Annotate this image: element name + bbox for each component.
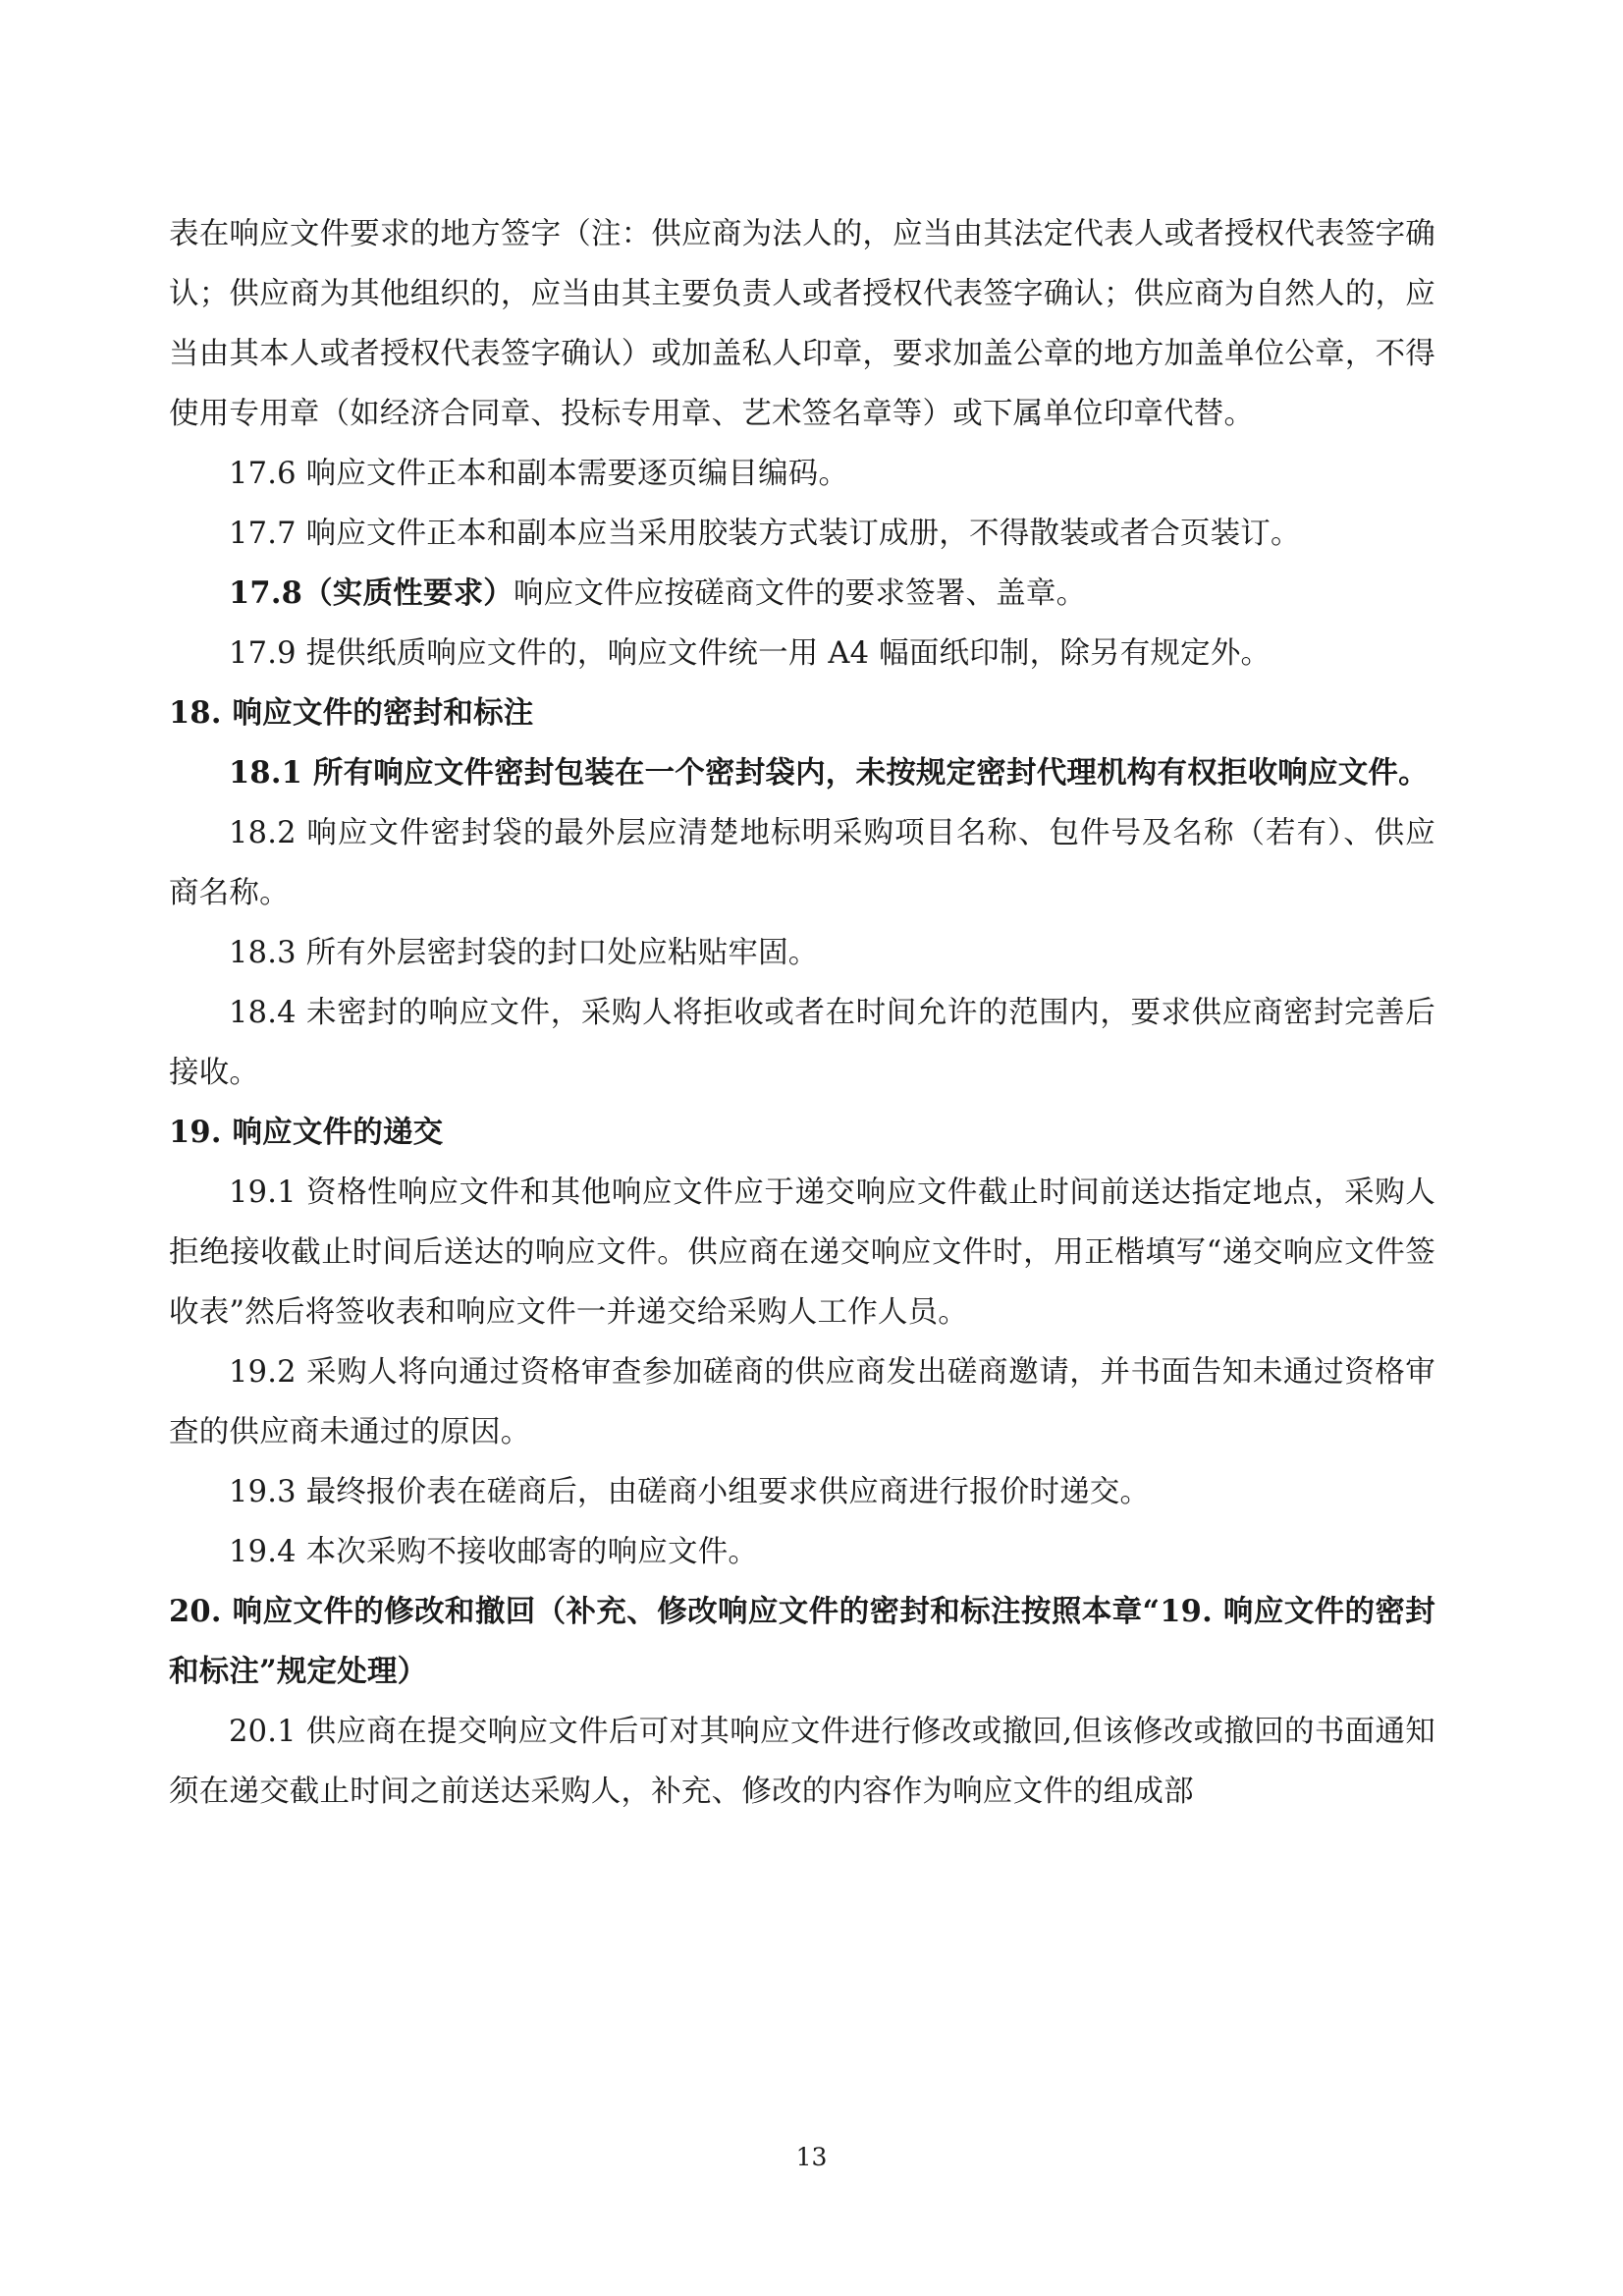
paragraph-18-3: 18.3 所有外层密封袋的封口处应粘贴牢固。: [229, 936, 819, 970]
paragraph-17-7: 17.7 响应文件正本和副本应当采用胶装方式装订成册，不得散装或者合页装订。: [229, 517, 1301, 551]
paragraph-19-3: 19.3 最终报价表在磋商后，由磋商小组要求供应商进行报价时递交。: [229, 1475, 1151, 1509]
paragraph-17-8-prefix: 17.8（实质性要求）: [229, 575, 514, 611]
document-body: [169, 204, 1435, 1822]
paragraph-17-6: 17.6 响应文件正本和副本需要逐页编目编码。: [229, 457, 849, 491]
paragraph-18-2: 18.2 响应文件密封袋的最外层应清楚地标明采购项目名称、包件号及名称（若有）、供应商名称。: [169, 816, 1435, 910]
paragraph-18-4: 18.4 未密封的响应文件，采购人将拒收或者在时间允许的范围内，要求供应商密封完善后接收。: [169, 996, 1435, 1090]
paragraph-20-1: 20.1 供应商在提交响应文件后可对其响应文件进行修改或撤回,但该修改或撤回的书面通知须在递交截止时间之前送达采购人，补充、修改的内容作为响应文件的组成部: [169, 1715, 1435, 1809]
page-number: 13: [795, 2143, 828, 2171]
paragraph-18-1: 18.1 所有响应文件密封包装在一个密封袋内，未按规定密封代理机构有权拒收响应文件。: [229, 755, 1429, 791]
paragraph-17-8: [169, 564, 1435, 624]
paragraph-17-9: 17.9 提供纸质响应文件的，响应文件统一用 A4 幅面纸印制，除另有规定外。: [229, 636, 1271, 671]
heading-19: 19. 响应文件的递交: [169, 1115, 444, 1150]
paragraph-17-8-rest: 响应文件应按磋商文件的要求签署、盖章。: [513, 576, 1087, 611]
paragraph-17-5-continued: 表在响应文件要求的地方签字（注：供应商为法人的，应当由其法定代表人或者授权代表签字确认；供应商为其他组织的，应当由其主要负责人或者授权代表签字确认；供应商为自然人的，应当由其本人或者授权代表签字确认）或加盖私人印章，要求加盖公章的地方加盖单位公章，不得使用专用章（如经济合同章、投标专用章、艺术签名章等）或下属单位印章代替。: [169, 217, 1435, 431]
paragraph-19-4: 19.4 本次采购不接收邮寄的响应文件。: [229, 1535, 759, 1569]
heading-20: 20. 响应文件的修改和撤回（补充、修改响应文件的密封和标注按照本章“19. 响应文件的密封和标注”规定处理）: [169, 1594, 1435, 1689]
heading-18: 18. 响应文件的密封和标注: [169, 695, 534, 731]
paragraph-19-1: 19.1 资格性响应文件和其他响应文件应于递交响应文件截止时间前送达指定地点，采购人拒绝接收截止时间后送达的响应文件。供应商在递交响应文件时，用正楷填写“递交响应文件签收表”然后将签收表和响应文件一并递交给采购人工作人员。: [169, 1175, 1435, 1330]
paragraph-19-2: 19.2 采购人将向通过资格审查参加磋商的供应商发出磋商邀请，并书面告知未通过资格审查的供应商未通过的原因。: [169, 1355, 1435, 1449]
